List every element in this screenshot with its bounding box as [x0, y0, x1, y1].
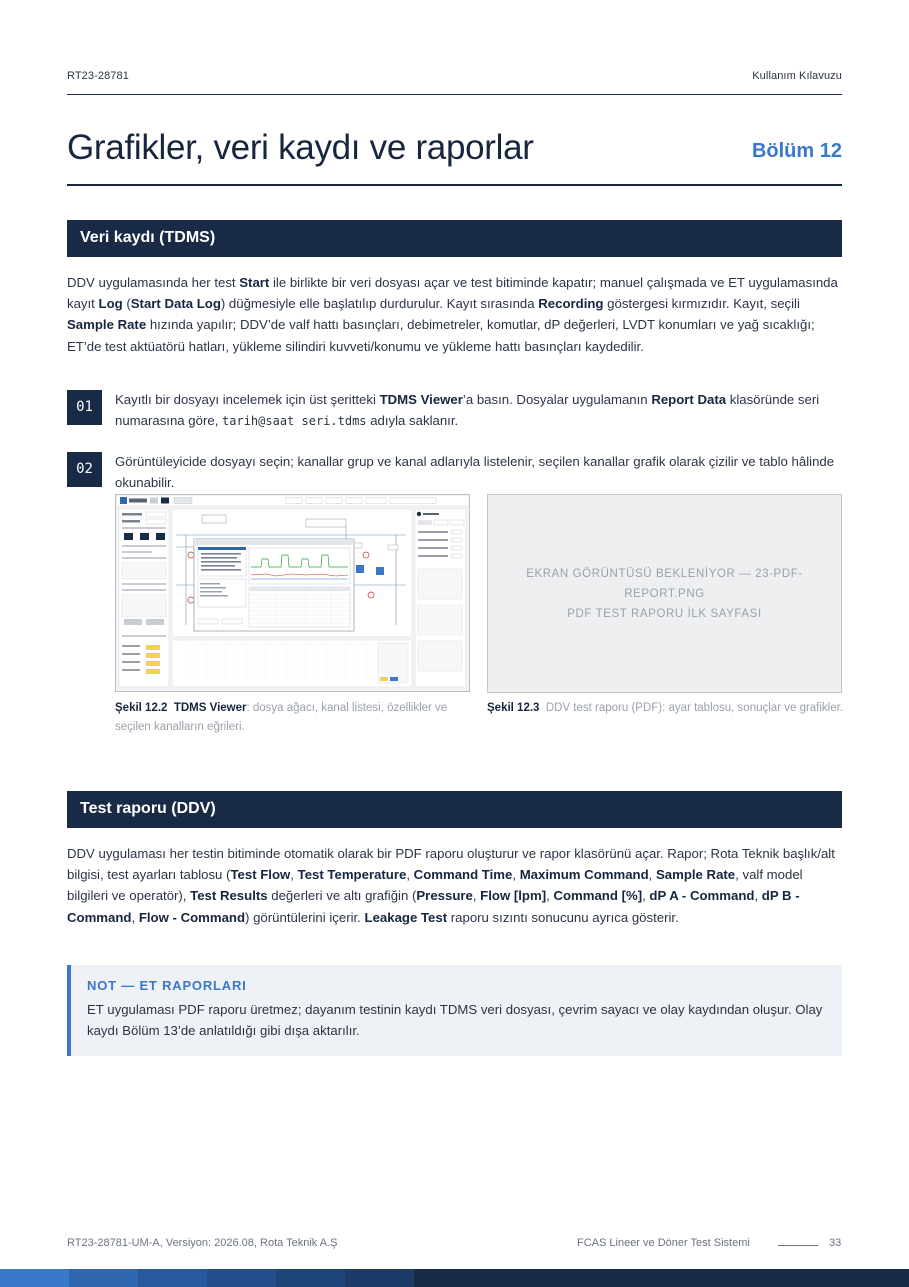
- note-title: NOT — ET RAPORLARI: [87, 978, 247, 993]
- bottom-color-strip: [0, 1269, 909, 1287]
- figure-caption-12-2: [115, 699, 473, 737]
- strip-segment: [207, 1269, 276, 1287]
- bold-term: Command Time: [413, 867, 513, 883]
- step-text: Görüntüleyicide dosyayı seçin; kanallar grup ve kanal adlarıyla listelenir, seçilen kanallar grafik olarak çizilir ve tablo hâlinde okunabilir.: [115, 454, 835, 491]
- bold-term: Leakage Test: [364, 909, 448, 925]
- bold-term: Test Flow: [230, 867, 291, 883]
- file-name-pattern: tarih@saat seri.tdms: [222, 414, 367, 429]
- figure-label: Şekil 12.3: [487, 702, 540, 714]
- chapter-label: Bölüm 12: [751, 140, 842, 162]
- note-text: ET uygulaması PDF raporu üretmez; dayanım testinin kaydı TDMS veri dosyası, çevrim sayacı ve olay kaydından oluşur. Olay kaydı Bölüm 13’de anlatıldığı gibi dışa aktarılır.: [87, 1002, 823, 1039]
- running-header-doc-type: Kullanım Kılavuzu: [752, 70, 842, 82]
- step-number-badge: 02: [67, 452, 102, 487]
- figure-label: Şekil 12.2: [115, 702, 168, 714]
- section-heading-data-logging: Veri kaydı (TDMS): [67, 220, 842, 257]
- bold-term: Report Data: [651, 392, 727, 407]
- bold-term: Start: [239, 275, 270, 290]
- step-text: Kayıtlı bir dosyayı incelemek için üst şeritteki TDMS Viewer’a basın. Dosyalar uygulamanın Report Data klasöründe seri numarasına göre, tarih@saat seri.tdms adıyla saklanır.: [115, 392, 820, 429]
- footer-divider: [778, 1245, 818, 1246]
- footer-document-info: RT23-28781-UM-A, Versiyon: 2026.08, Rota Teknik A.Ş: [67, 1237, 338, 1249]
- note-callout: [67, 965, 842, 1056]
- figure-caption-12-3: [487, 699, 845, 718]
- strip-segment: [138, 1269, 207, 1287]
- bold-term: Log: [98, 296, 123, 312]
- bold-term: Maximum Command: [519, 867, 649, 883]
- bold-term: Start Data Log: [130, 296, 221, 312]
- bold-term: Flow - Command: [138, 909, 246, 925]
- strip-segment: [414, 1269, 909, 1287]
- figure-caption-text: DDV test raporu (PDF): ayar tablosu, sonuçlar ve grafikler.: [545, 702, 844, 714]
- section-heading-test-report: Test raporu (DDV): [67, 791, 842, 828]
- tdms-viewer-illustration: [116, 495, 469, 691]
- strip-segment: [345, 1269, 414, 1287]
- bold-term: Sample Rate: [67, 317, 147, 333]
- bold-term: Pressure: [416, 888, 473, 904]
- bold-term: Recording: [538, 296, 604, 312]
- strip-segment: [69, 1269, 138, 1287]
- bold-term: Test Temperature: [297, 867, 407, 883]
- running-header-doc-id: RT23-28781: [67, 70, 129, 82]
- bold-term: dP B - Command: [67, 888, 800, 925]
- placeholder-line-2: PDF TEST RAPORU İLK SAYFASI: [567, 607, 762, 620]
- screenshot-placeholder: [487, 494, 842, 693]
- bold-term: Flow [lpm]: [480, 888, 547, 904]
- strip-segment: [0, 1269, 69, 1287]
- page-title: Grafikler, veri kaydı ve raporlar: [67, 128, 534, 167]
- placeholder-line-1: EKRAN GÖRÜNTÜSÜ BEKLENİYOR — 23-PDF-REPORT.PNG: [526, 567, 803, 600]
- tdms-viewer-screenshot: [115, 494, 470, 692]
- bold-term: dP A - Command: [649, 888, 755, 904]
- header-divider: [67, 94, 842, 95]
- bold-term: TDMS Viewer: [173, 702, 247, 714]
- bold-term: Sample Rate: [655, 867, 736, 883]
- step-number-badge: 01: [67, 390, 102, 425]
- section2-body-paragraph: DDV uygulaması her testin bitiminde otomatik olarak bir PDF raporu oluşturur ve rapor klasörünü açar. Rapor; Rota Teknik başlık/alt bilgisi, test ayarları tablosu (Test Flow, Test Temperature, Command Time, Maximum Command, Sample Rate, valf model bilgileri ve operatör), Test Results değerleri ve altı grafiğin (Pressure, Flow [lpm], Command [%], dP A - Command, dP B - Command, Flow - Command) görüntülerini içerir. Leakage Test raporu sızıntı sonucunu ayrıca gösterir.: [67, 846, 835, 925]
- title-divider: [67, 184, 842, 186]
- bold-term: Command [%]: [553, 888, 643, 904]
- bold-term: TDMS Viewer: [379, 392, 463, 407]
- strip-segment: [276, 1269, 345, 1287]
- figure-caption-text: TDMS Viewer: dosya ağacı, kanal listesi, özellikler ve seçilen kanalların eğrileri.: [115, 702, 448, 733]
- bold-term: Test Results: [190, 888, 268, 904]
- footer-system-name: FCAS Lineer ve Döner Test Sistemi: [577, 1237, 750, 1249]
- section1-intro-paragraph: DDV uygulamasında her test Start ile birlikte bir veri dosyası açar ve test bitiminde kapatır; manuel çalışmada ve ET uygulamasında kayıt Log (Start Data Log) düğmesiyle elle başlatılıp durdurulur. Kayıt sırasında Recording göstergesi kırmızıdır. Kayıt, seçili Sample Rate hızında yapılır; DDV’de valf hattı basınçları, debimetreler, komutlar, dP değerleri, LVDT konumları ve yağ sıcaklığı; ET’de test aktüatörü hatları, yükleme silindiri kuvveti/konumu ve yükleme hattı basınçları kaydedilir.: [67, 275, 838, 354]
- page-number: 33: [829, 1237, 842, 1249]
